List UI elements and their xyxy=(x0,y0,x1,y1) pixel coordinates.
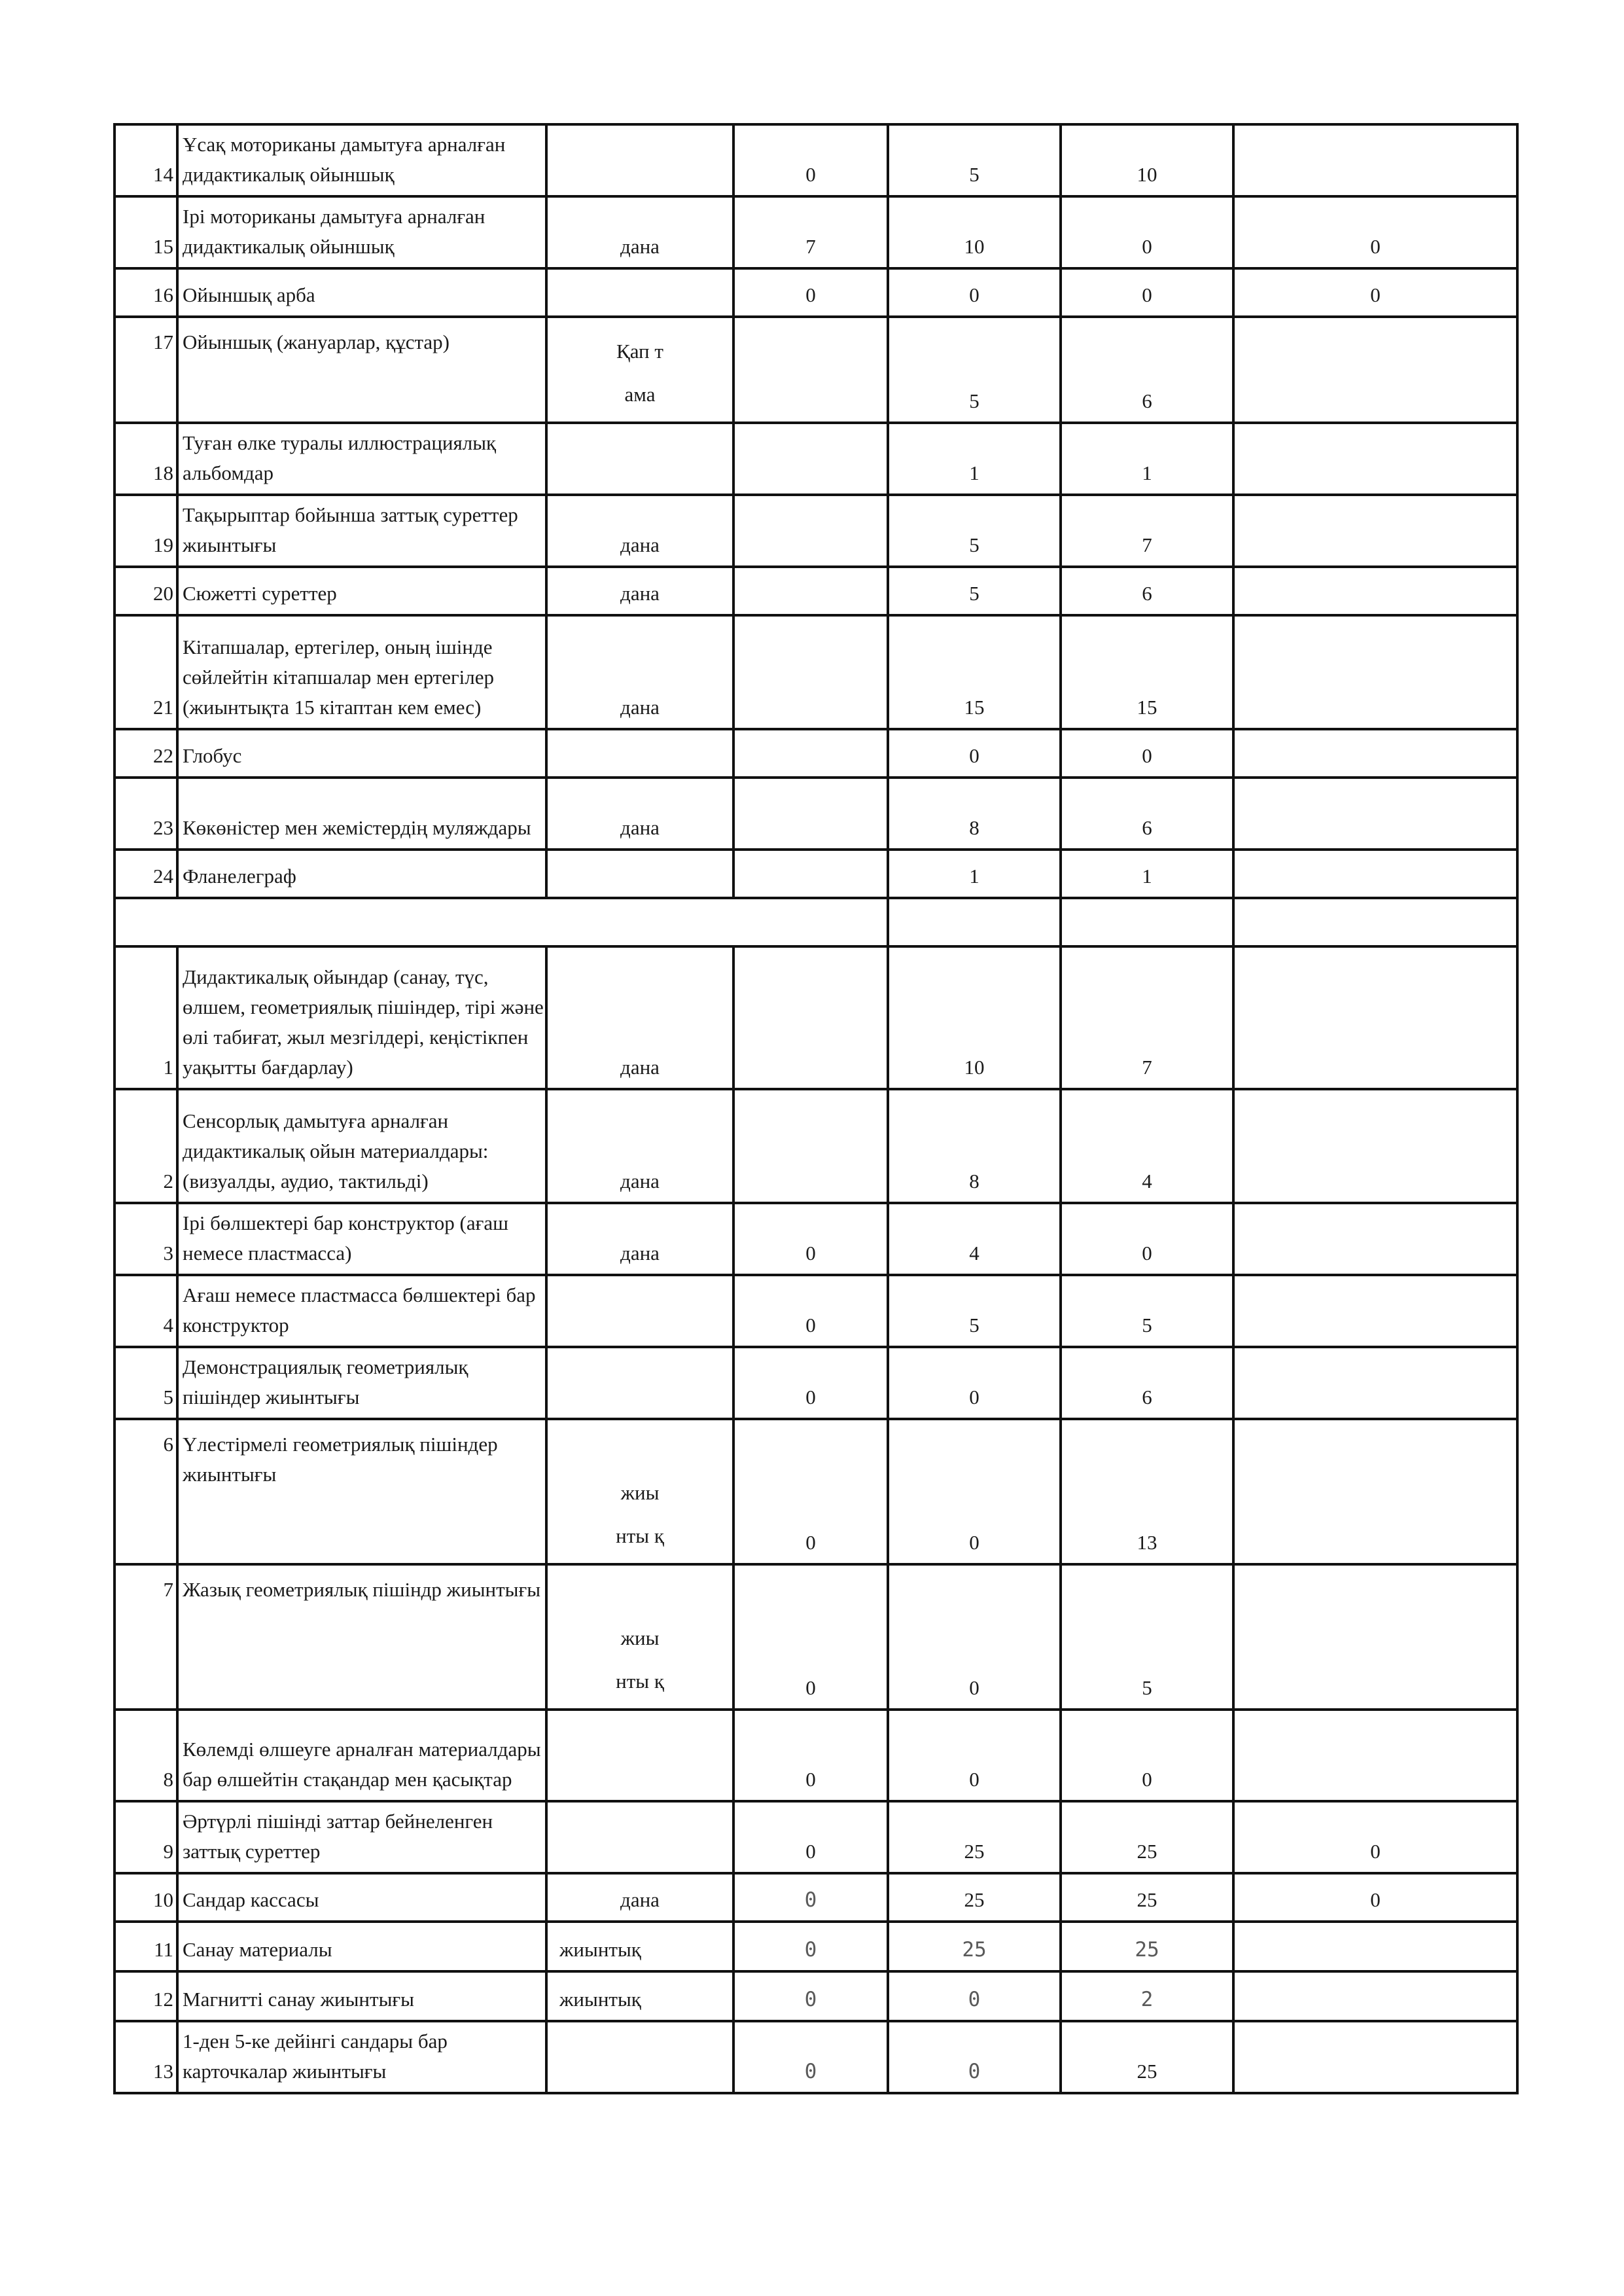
value-col-2: 0 xyxy=(888,1564,1061,1710)
unit-cell xyxy=(546,268,733,317)
value-col-4 xyxy=(1233,1971,1517,2021)
unit-cell xyxy=(546,1347,733,1419)
row-number: 21 xyxy=(115,615,177,729)
table-row xyxy=(115,196,1517,268)
unit-cell: жиы нты қ xyxy=(546,1564,733,1710)
value-col-2: 1 xyxy=(888,423,1061,495)
inventory-table xyxy=(113,123,1519,2094)
item-name: Сандар кассасы xyxy=(177,1873,546,1922)
value-col-2: 0 xyxy=(888,1971,1061,2021)
table-row xyxy=(115,1971,1517,2021)
unit-cell: дана xyxy=(546,946,733,1089)
value-col-4 xyxy=(1233,124,1517,196)
value-col-4 xyxy=(1233,1203,1517,1275)
value-col-1: 0 xyxy=(733,1922,888,1971)
value-col-4 xyxy=(1233,1347,1517,1419)
item-name: Санау материалы xyxy=(177,1922,546,1971)
value-col-2: 15 xyxy=(888,615,1061,729)
value-col-3: 6 xyxy=(1061,778,1233,850)
value-col-4 xyxy=(1233,615,1517,729)
value-col-4 xyxy=(1233,1710,1517,1801)
table-row xyxy=(115,850,1517,898)
row-number: 3 xyxy=(115,1203,177,1275)
row-number: 7 xyxy=(115,1564,177,1710)
value-col-1: 0 xyxy=(733,268,888,317)
value-col-3: 10 xyxy=(1061,124,1233,196)
value-col-3: 6 xyxy=(1061,567,1233,615)
table-row xyxy=(115,1089,1517,1203)
value-col-1 xyxy=(733,423,888,495)
value-col-3: 0 xyxy=(1061,268,1233,317)
value-col-1: 0 xyxy=(733,1347,888,1419)
row-number: 11 xyxy=(115,1922,177,1971)
value-col-1: 0 xyxy=(733,1873,888,1922)
value-col-2: 0 xyxy=(888,729,1061,778)
table-row xyxy=(115,1564,1517,1710)
row-number: 15 xyxy=(115,196,177,268)
row-number: 2 xyxy=(115,1089,177,1203)
empty-cell xyxy=(1061,898,1233,946)
row-number: 9 xyxy=(115,1801,177,1873)
value-col-2: 5 xyxy=(888,317,1061,423)
value-col-3: 0 xyxy=(1061,1710,1233,1801)
row-number: 18 xyxy=(115,423,177,495)
value-col-3: 4 xyxy=(1061,1089,1233,1203)
item-name: Кітапшалар, ертегілер, оның ішінде сөйлейтін кітапшалар мен ертегілер (жиынтықта 15 кітаптан кем емес) xyxy=(177,615,546,729)
table-row xyxy=(115,729,1517,778)
unit-cell xyxy=(546,729,733,778)
item-name: Ағаш немесе пластмасса бөлшектері бар конструктор xyxy=(177,1275,546,1347)
unit-cell: дана xyxy=(546,1089,733,1203)
value-col-2: 0 xyxy=(888,2021,1061,2093)
unit-cell: дана xyxy=(546,1203,733,1275)
value-col-3: 25 xyxy=(1061,1922,1233,1971)
unit-cell xyxy=(546,850,733,898)
value-col-2: 1 xyxy=(888,850,1061,898)
unit-cell: жиы нты қ xyxy=(546,1419,733,1564)
value-col-4: 0 xyxy=(1233,196,1517,268)
value-col-2: 5 xyxy=(888,124,1061,196)
value-col-1: 0 xyxy=(733,1419,888,1564)
value-col-4 xyxy=(1233,2021,1517,2093)
value-col-1: 0 xyxy=(733,124,888,196)
value-col-4 xyxy=(1233,1419,1517,1564)
value-col-2: 25 xyxy=(888,1801,1061,1873)
value-col-4 xyxy=(1233,1089,1517,1203)
value-col-3: 0 xyxy=(1061,729,1233,778)
value-col-3: 0 xyxy=(1061,196,1233,268)
section-divider-cell xyxy=(115,898,888,946)
value-col-2: 0 xyxy=(888,1710,1061,1801)
row-number: 5 xyxy=(115,1347,177,1419)
item-name: Үлестірмелі геометриялық пішіндер жиынтығы xyxy=(177,1419,546,1564)
unit-cell xyxy=(546,1275,733,1347)
table-row xyxy=(115,124,1517,196)
item-name: Магнитті санау жиынтығы xyxy=(177,1971,546,2021)
value-col-3: 15 xyxy=(1061,615,1233,729)
value-col-3: 25 xyxy=(1061,1873,1233,1922)
empty-cell xyxy=(888,898,1061,946)
table-row xyxy=(115,1710,1517,1801)
value-col-1 xyxy=(733,946,888,1089)
unit-cell: дана xyxy=(546,495,733,567)
value-col-1: 0 xyxy=(733,1275,888,1347)
row-number: 23 xyxy=(115,778,177,850)
unit-cell: жиынтық xyxy=(546,1922,733,1971)
table-row xyxy=(115,495,1517,567)
value-col-2: 5 xyxy=(888,1275,1061,1347)
value-col-2: 0 xyxy=(888,1347,1061,1419)
item-name: Көлемді өлшеуге арналған материалдары бар өлшейтін стақандар мен қасықтар xyxy=(177,1710,546,1801)
row-number: 1 xyxy=(115,946,177,1089)
value-col-3: 13 xyxy=(1061,1419,1233,1564)
value-col-3: 25 xyxy=(1061,1801,1233,1873)
item-name: 1-ден 5-ке дейінгі сандары бар карточкалар жиынтығы xyxy=(177,2021,546,2093)
item-name: Көкөністер мен жемістердің муляждары xyxy=(177,778,546,850)
value-col-4 xyxy=(1233,423,1517,495)
row-number: 24 xyxy=(115,850,177,898)
item-name: Тақырыптар бойынша заттық суреттер жиынтығы xyxy=(177,495,546,567)
value-col-1 xyxy=(733,1089,888,1203)
value-col-3: 5 xyxy=(1061,1275,1233,1347)
row-number: 6 xyxy=(115,1419,177,1564)
value-col-4: 0 xyxy=(1233,268,1517,317)
value-col-4: 0 xyxy=(1233,1801,1517,1873)
value-col-1: 0 xyxy=(733,2021,888,2093)
value-col-3: 6 xyxy=(1061,317,1233,423)
value-col-2: 5 xyxy=(888,567,1061,615)
item-name: Ірі моториканы дамытуға арналған дидактикалық ойыншық xyxy=(177,196,546,268)
value-col-3: 2 xyxy=(1061,1971,1233,2021)
value-col-1: 0 xyxy=(733,1564,888,1710)
table-row xyxy=(115,778,1517,850)
item-name: Ұсақ моториканы дамытуға арналған дидактикалық ойыншық xyxy=(177,124,546,196)
item-name: Жазық геометриялық пішіндр жиынтығы xyxy=(177,1564,546,1710)
value-col-4 xyxy=(1233,1922,1517,1971)
value-col-4 xyxy=(1233,850,1517,898)
table-row xyxy=(115,567,1517,615)
table-row xyxy=(115,1203,1517,1275)
table-row xyxy=(115,1801,1517,1873)
unit-cell: дана xyxy=(546,567,733,615)
unit-cell: жиынтық xyxy=(546,1971,733,2021)
unit-cell: дана xyxy=(546,615,733,729)
table-row xyxy=(115,1275,1517,1347)
value-col-3: 25 xyxy=(1061,2021,1233,2093)
value-col-4 xyxy=(1233,778,1517,850)
value-col-1 xyxy=(733,778,888,850)
value-col-3: 6 xyxy=(1061,1347,1233,1419)
section-divider-row xyxy=(115,898,1517,946)
item-name: Ойыншық (жануарлар, құстар) xyxy=(177,317,546,423)
unit-cell xyxy=(546,1801,733,1873)
item-name: Сенсорлық дамытуға арналған дидактикалық ойын материалдары: (визуалды, аудио, тактильді) xyxy=(177,1089,546,1203)
table-row xyxy=(115,268,1517,317)
value-col-3: 7 xyxy=(1061,495,1233,567)
value-col-1 xyxy=(733,615,888,729)
value-col-4 xyxy=(1233,567,1517,615)
item-name: Дидактикалық ойындар (санау, түс, өлшем, геометриялық пішіндер, тірі және өлі табиғат, жыл мезгілдері, кеңістікпен уақытты бағдарлау) xyxy=(177,946,546,1089)
value-col-4 xyxy=(1233,495,1517,567)
unit-cell xyxy=(546,1710,733,1801)
row-number: 16 xyxy=(115,268,177,317)
value-col-2: 8 xyxy=(888,1089,1061,1203)
unit-cell: дана xyxy=(546,196,733,268)
value-col-1: 0 xyxy=(733,1801,888,1873)
unit-cell xyxy=(546,2021,733,2093)
value-col-2: 5 xyxy=(888,495,1061,567)
value-col-3: 0 xyxy=(1061,1203,1233,1275)
item-name: Әртүрлі пішінді заттар бейнеленген заттық суреттер xyxy=(177,1801,546,1873)
unit-cell: Қап тама xyxy=(546,317,733,423)
value-col-2: 10 xyxy=(888,946,1061,1089)
value-col-2: 0 xyxy=(888,268,1061,317)
row-number: 20 xyxy=(115,567,177,615)
value-col-3: 1 xyxy=(1061,423,1233,495)
inventory-table-body xyxy=(115,124,1517,2093)
value-col-1 xyxy=(733,495,888,567)
row-number: 19 xyxy=(115,495,177,567)
unit-cell: дана xyxy=(546,1873,733,1922)
value-col-1 xyxy=(733,729,888,778)
value-col-2: 4 xyxy=(888,1203,1061,1275)
row-number: 4 xyxy=(115,1275,177,1347)
row-number: 8 xyxy=(115,1710,177,1801)
value-col-3: 7 xyxy=(1061,946,1233,1089)
value-col-4 xyxy=(1233,317,1517,423)
unit-cell xyxy=(546,423,733,495)
value-col-2: 25 xyxy=(888,1922,1061,1971)
value-col-1 xyxy=(733,850,888,898)
table-row xyxy=(115,423,1517,495)
table-row xyxy=(115,2021,1517,2093)
value-col-3: 1 xyxy=(1061,850,1233,898)
item-name: Глобус xyxy=(177,729,546,778)
table-row xyxy=(115,946,1517,1089)
value-col-1 xyxy=(733,567,888,615)
row-number: 22 xyxy=(115,729,177,778)
value-col-1: 0 xyxy=(733,1971,888,2021)
item-name: Туған өлке туралы иллюстрациялық альбомдар xyxy=(177,423,546,495)
row-number: 13 xyxy=(115,2021,177,2093)
unit-cell xyxy=(546,124,733,196)
table-row xyxy=(115,1419,1517,1564)
value-col-1: 7 xyxy=(733,196,888,268)
value-col-2: 10 xyxy=(888,196,1061,268)
value-col-2: 8 xyxy=(888,778,1061,850)
value-col-4 xyxy=(1233,1275,1517,1347)
item-name: Ірі бөлшектері бар конструктор (ағаш немесе пластмасса) xyxy=(177,1203,546,1275)
value-col-2: 25 xyxy=(888,1873,1061,1922)
table-row xyxy=(115,317,1517,423)
value-col-1: 0 xyxy=(733,1203,888,1275)
row-number: 17 xyxy=(115,317,177,423)
value-col-4: 0 xyxy=(1233,1873,1517,1922)
table-row xyxy=(115,1347,1517,1419)
table-row xyxy=(115,1922,1517,1971)
value-col-1: 0 xyxy=(733,1710,888,1801)
item-name: Фланелеграф xyxy=(177,850,546,898)
value-col-2: 0 xyxy=(888,1419,1061,1564)
value-col-1 xyxy=(733,317,888,423)
table-row xyxy=(115,1873,1517,1922)
row-number: 10 xyxy=(115,1873,177,1922)
row-number: 12 xyxy=(115,1971,177,2021)
value-col-3: 5 xyxy=(1061,1564,1233,1710)
empty-cell xyxy=(1233,898,1517,946)
row-number: 14 xyxy=(115,124,177,196)
value-col-4 xyxy=(1233,1564,1517,1710)
value-col-4 xyxy=(1233,729,1517,778)
value-col-4 xyxy=(1233,946,1517,1089)
table-row xyxy=(115,615,1517,729)
item-name: Ойыншық арба xyxy=(177,268,546,317)
item-name: Сюжетті суреттер xyxy=(177,567,546,615)
item-name: Демонстрациялық геометриялық пішіндер жиынтығы xyxy=(177,1347,546,1419)
unit-cell: дана xyxy=(546,778,733,850)
